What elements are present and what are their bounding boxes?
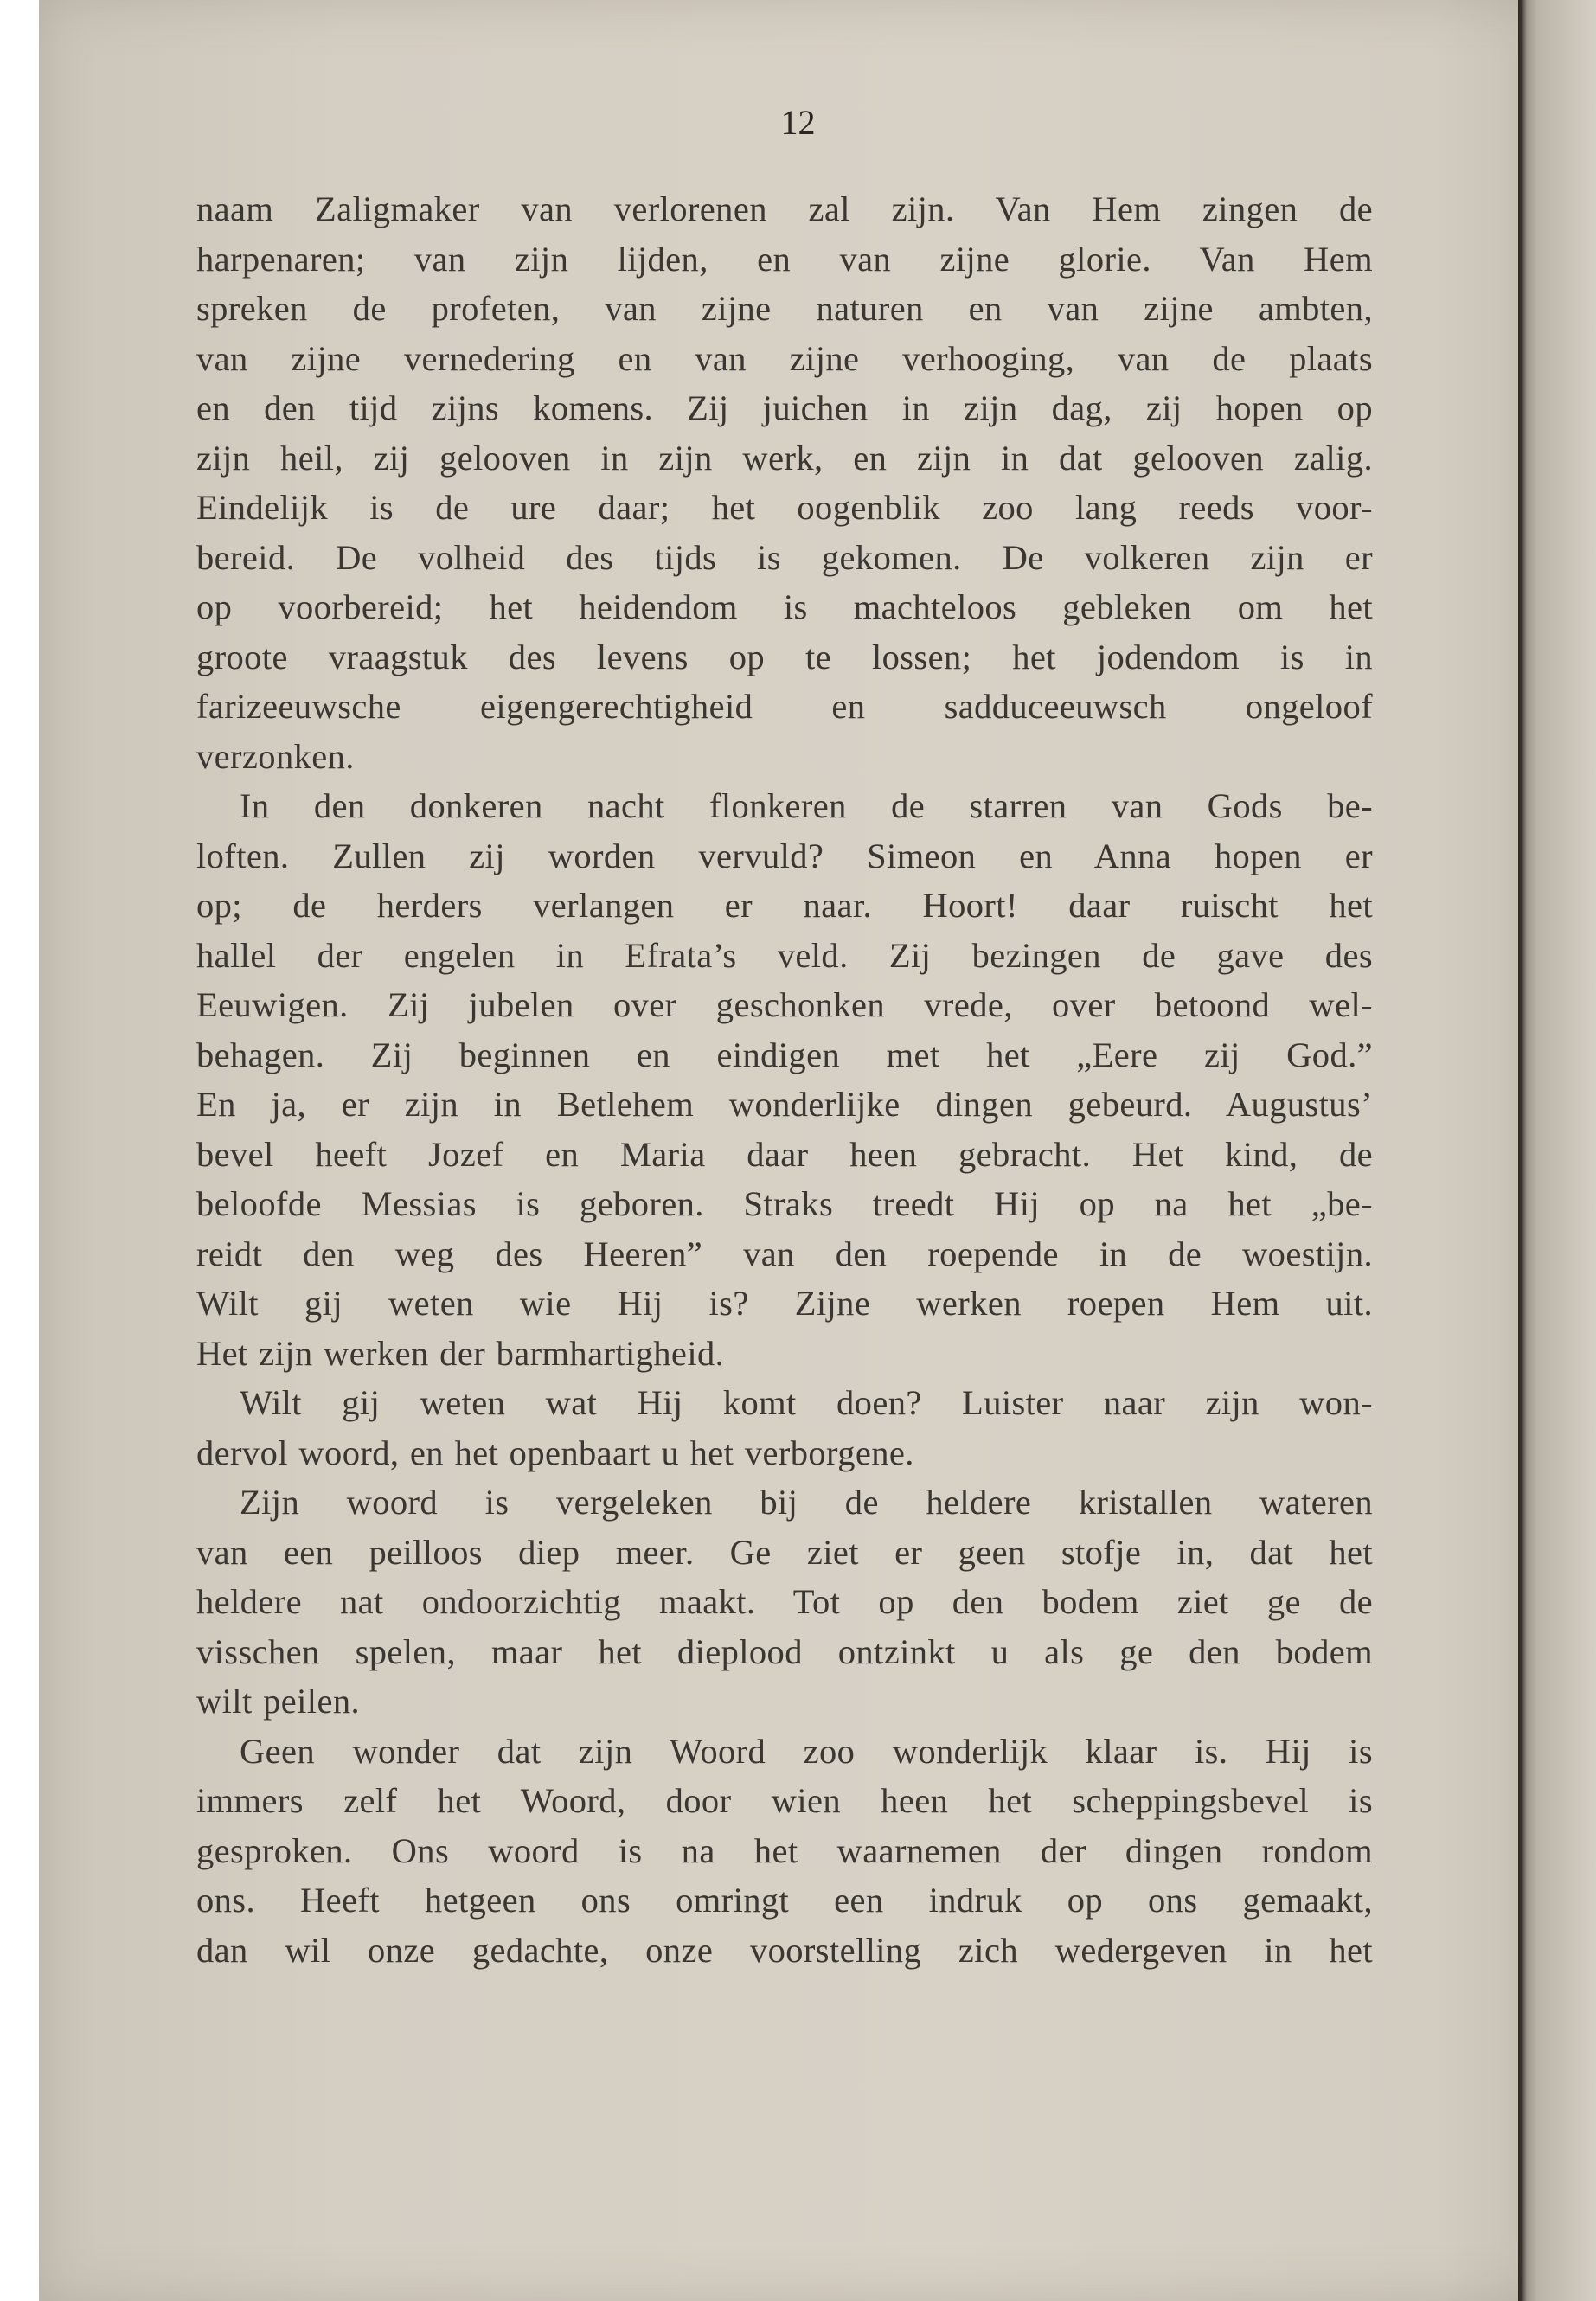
text-line: en den tijd zijns komens. Zij juichen in zijn dag, zij hopen op: [196, 388, 1373, 427]
text-line: harpenaren; van zijn lijden, en van zijne glorie. Van Hem: [196, 239, 1373, 279]
text-line: reidt den weg des Heeren” van den roepende in de woestijn.: [196, 1234, 1373, 1273]
text-line: visschen spelen, maar het dieplood ontzinkt u als ge den bodem: [196, 1631, 1373, 1671]
text-line: spreken de profeten, van zijne naturen en van zijne ambten,: [196, 289, 1373, 328]
text-line: van zijne vernedering en van zijne verhooging, van de plaats: [196, 338, 1373, 378]
text-line: van een peilloos diep meer. Ge ziet er geen stofje in, dat het: [196, 1532, 1373, 1572]
text-line: Eeuwigen. Zij jubelen over geschonken vrede, over betoond wel-: [196, 985, 1373, 1024]
text-line: wilt peilen.: [196, 1682, 361, 1721]
text-line: groote vraagstuk des levens op te lossen; het jodendom is in: [196, 637, 1373, 676]
text-line: gesproken. Ons woord is na het waarnemen der dingen rondom: [196, 1830, 1373, 1870]
text-line: Eindelijk is de ure daar; het oogenblik zoo lang reeds voor-: [196, 488, 1373, 527]
text-line: zijn heil, zij gelooven in zijn werk, en zijn in dat gelooven zalig.: [196, 438, 1373, 478]
text-line: op voorbereid; het heidendom is machteloos gebleken om het: [196, 587, 1373, 626]
scanned-page: [39, 0, 1557, 2301]
text-line: Wilt gij weten wat Hij komt doen? Luister naar zijn won-: [240, 1383, 1373, 1422]
text-line: hallel der engelen in Efrata’s veld. Zij bezingen de gave des: [196, 935, 1373, 975]
text-line: op; de herders verlangen er naar. Hoort! daar ruischt het: [196, 886, 1373, 925]
text-line: loften. Zullen zij worden vervuld? Simeon en Anna hopen er: [196, 836, 1373, 875]
text-line: farizeeuwsche eigengerechtigheid en sadduceeuwsch ongeloof: [196, 687, 1373, 726]
text-line: naam Zaligmaker van verlorenen zal zijn. Van Hem zingen de: [196, 189, 1373, 228]
text-line: bereid. De volheid des tijds is gekomen. De volkeren zijn er: [196, 537, 1373, 577]
text-line: beloofde Messias is geboren. Straks treedt Hij op na het „be-: [196, 1184, 1373, 1223]
text-line: Zijn woord is vergeleken bij de heldere kristallen wateren: [240, 1483, 1373, 1522]
text-line: En ja, er zijn in Betlehem wonderlijke dingen gebeurd. Augustus’: [196, 1085, 1373, 1124]
page-edge: [1518, 0, 1596, 2301]
text-line: In den donkeren nacht flonkeren de starren van Gods be-: [240, 786, 1373, 825]
text-line: Geen wonder dat zijn Woord zoo wonderlijk klaar is. Hij is: [240, 1731, 1373, 1771]
text-line: heldere nat ondoorzichtig maakt. Tot op den bodem ziet ge de: [196, 1582, 1373, 1621]
text-line: immers zelf het Woord, door wien heen het scheppingsbevel is: [196, 1781, 1373, 1820]
text-line: dervol woord, en het openbaart u het verborgene.: [196, 1433, 914, 1472]
text-line: dan wil onze gedachte, onze voorstelling zich wedergeven in het: [196, 1930, 1373, 1970]
text-line: ons. Heeft hetgeen ons omringt een indruk op ons gemaakt,: [196, 1881, 1373, 1920]
page-number: 12: [780, 103, 816, 142]
text-line: verzonken.: [196, 736, 355, 776]
text-line: bevel heeft Jozef en Maria daar heen gebracht. Het kind, de: [196, 1134, 1373, 1174]
text-line: Wilt gij weten wie Hij is? Zijne werken roepen Hem uit.: [196, 1284, 1373, 1323]
text-line: Het zijn werken der barmhartigheid.: [196, 1333, 725, 1373]
text-line: behagen. Zij beginnen en eindigen met het „Eere zij God.”: [196, 1035, 1373, 1074]
body-text: [196, 184, 1373, 1975]
